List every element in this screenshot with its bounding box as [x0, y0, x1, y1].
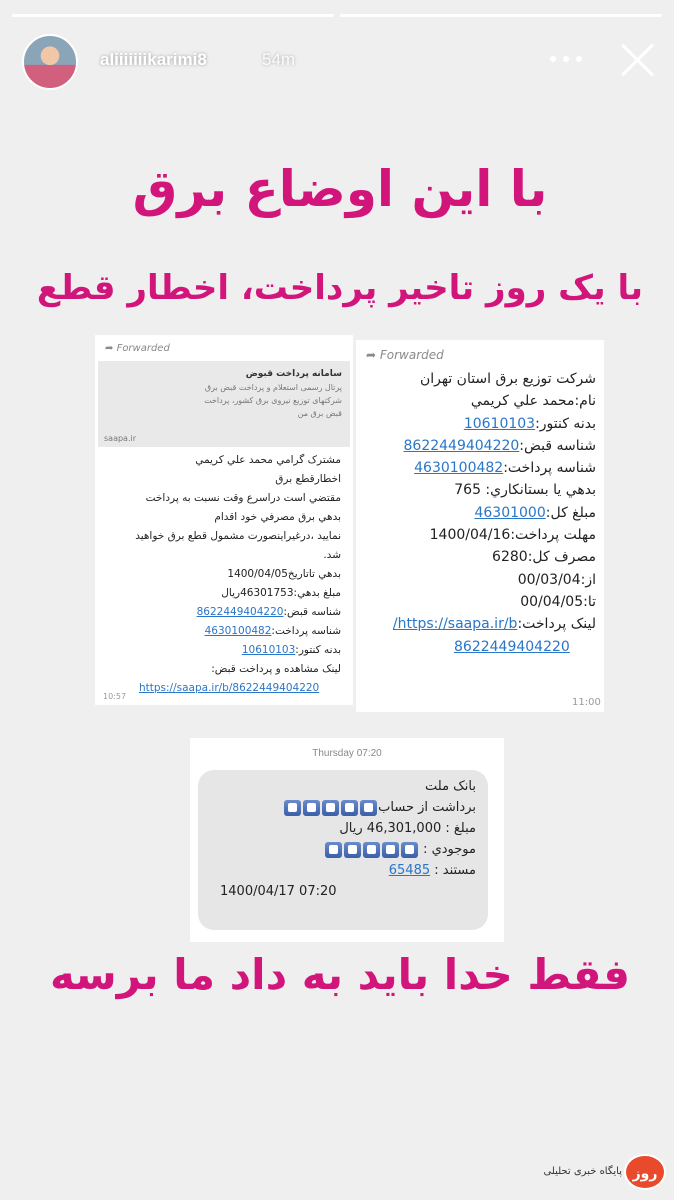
censor-icon: [360, 800, 377, 816]
sms-date: Thursday 07:20: [312, 748, 382, 759]
payment-url-link[interactable]: https://saapa.ir/b/8622449404220: [139, 682, 320, 694]
meter-link[interactable]: 10610103: [241, 644, 296, 656]
preview-desc-2: شرکتهای توزیع نیروی برق کشور، پرداخت: [204, 396, 342, 405]
watermark-text: پایگاه خبری تحلیلی: [543, 1166, 622, 1177]
message-body: [358, 368, 596, 658]
bank-sms-screenshot: [190, 738, 504, 942]
forwarded-label: ➦ Forwarded: [105, 343, 170, 354]
text-line: مهلت پرداخت:1400/04/16: [429, 527, 596, 544]
sms-timestamp: 1400/04/17 07:20: [220, 884, 337, 899]
text-line: بدنه کنتور:10610103: [241, 644, 341, 656]
watermark: [516, 1154, 666, 1194]
close-icon[interactable]: [618, 40, 658, 80]
preview-desc-3: قبض برق من: [297, 409, 342, 418]
censor-icon: [363, 842, 380, 858]
censor-icon: [325, 842, 342, 858]
username[interactable]: aliiiiiiikarimi8: [100, 50, 207, 69]
text-line: شناسه قبض:8622449404220: [403, 437, 596, 454]
text-line: اخطارقطع برق: [275, 473, 341, 485]
text-line: از:00/03/04: [517, 571, 596, 588]
preview-title: سامانه پرداخت قبوض: [245, 369, 342, 379]
story-progress-bar-1: [12, 14, 334, 17]
censor-icon: [382, 842, 399, 858]
message-time: 10:57: [103, 692, 127, 701]
payment-url-link-2[interactable]: 8622449404220: [454, 638, 570, 655]
censor-icon: [341, 800, 358, 816]
more-options-icon[interactable]: [546, 56, 586, 68]
preview-site: saapa.ir: [104, 434, 137, 443]
headline-bottom: فقط خدا باید به داد ما برسه: [49, 950, 631, 999]
text-line: مستند : 65485: [388, 863, 476, 878]
forwarded-label: ➦ Forwarded: [366, 348, 444, 362]
text-line: بانک ملت: [425, 779, 476, 794]
meter-link[interactable]: 10610103: [463, 415, 536, 432]
text-line: مبلغ کل:46301000: [474, 504, 596, 521]
text-line: برداشت از حساب: [210, 797, 476, 818]
text-line: موجودي :: [210, 839, 476, 860]
text-line: نمايید ،درغيراينصورت مشمول قطع برق خواهيد: [135, 530, 341, 542]
text-line: مشترک گرامي محمد علي کريمي: [195, 454, 341, 466]
text-line: مبلغ بدهي:46301753ريال: [221, 587, 341, 599]
text-line: بدهي يا بستانکاري: 765: [454, 482, 596, 499]
watermark-logo: روز: [624, 1154, 666, 1190]
amount-link[interactable]: 46301000: [474, 504, 546, 521]
preview-desc-1: پرتال رسمی استعلام و پرداخت قبض برق: [204, 383, 342, 392]
payment-url-link[interactable]: https://saapa.ir/b/: [392, 616, 518, 633]
text-line: نام:محمد علي کريمي: [470, 393, 596, 410]
text-line: مصرف کل:6280: [492, 549, 596, 566]
text-line: شناسه پرداخت:4630100482: [414, 460, 596, 477]
story-header: [22, 30, 658, 92]
payment-id-link[interactable]: 4630100482: [204, 625, 272, 637]
text-line: مبلغ : 46,301,000 ريال: [339, 821, 476, 836]
forwarded-message-warning: [95, 335, 353, 705]
censor-icon: [344, 842, 361, 858]
text-line: تا:00/04/05: [520, 593, 596, 610]
text-line: بدنه کنتور:10610103: [463, 415, 596, 432]
censor-icon: [322, 800, 339, 816]
story-progress-bar-2: [340, 14, 662, 17]
bill-id-link[interactable]: 8622449404220: [403, 437, 520, 454]
message-time: 11:00: [572, 697, 601, 708]
text-line: مقتضي است دراسرع وقت نسبت به پرداخت: [145, 492, 341, 504]
censor-icon: [303, 800, 320, 816]
headline-sub: با یک روز تاخیر پرداخت، اخطار قطع: [36, 268, 644, 308]
text-line: بدهي برق مصرفي خود اقدام: [214, 511, 341, 523]
forwarded-message-bill: [356, 340, 604, 712]
message-body: [101, 451, 341, 698]
headline-top: با این اوضاع برق: [132, 160, 548, 218]
document-number-link[interactable]: 65485: [388, 863, 431, 878]
text-line: شناسه پرداخت:4630100482: [204, 625, 341, 637]
text-line: شناسه قبض:8622449404220: [196, 606, 341, 618]
censor-icon: [401, 842, 418, 858]
bill-id-link[interactable]: 8622449404220: [196, 606, 284, 618]
text-line: شرکت توزيع برق استان تهران: [419, 371, 596, 387]
censor-icon: [284, 800, 301, 816]
sms-bubble: [198, 770, 488, 930]
payment-id-link[interactable]: 4630100482: [414, 460, 504, 477]
text-line: لينک مشاهده و پرداخت قبض:: [211, 663, 341, 675]
link-preview[interactable]: [98, 361, 350, 447]
text-line: شد.: [323, 549, 341, 561]
post-time: 54m: [262, 50, 296, 69]
text-line: بدهي تاتاريخ1400/04/05: [227, 568, 341, 580]
text-line: لينک پرداخت:https://saapa.ir/b/: [392, 616, 596, 633]
avatar[interactable]: [22, 34, 78, 90]
